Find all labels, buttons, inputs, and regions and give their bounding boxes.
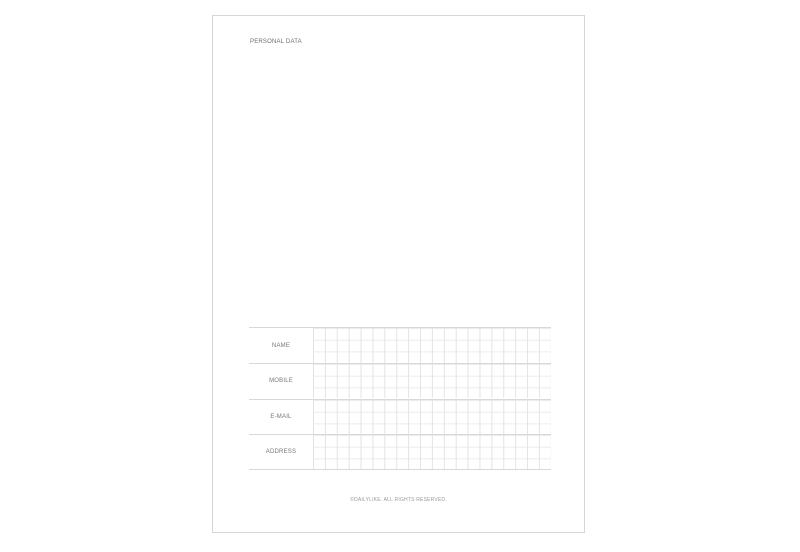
field-label-email: E-MAIL	[270, 414, 292, 420]
form-row-mobile	[249, 363, 551, 398]
form-row-name	[249, 328, 551, 363]
address-writing-grid[interactable]	[313, 435, 551, 469]
form-row-email	[249, 399, 551, 434]
form-row-address	[249, 434, 551, 469]
name-writing-grid[interactable]	[313, 328, 551, 363]
email-writing-grid[interactable]	[313, 400, 551, 434]
page-title: PERSONAL DATA	[250, 39, 302, 45]
field-label-mobile: MOBILE	[269, 378, 293, 384]
field-label-address: ADDRESS	[265, 449, 297, 455]
personal-data-page	[212, 15, 585, 533]
personal-data-form	[249, 327, 551, 470]
mobile-writing-grid[interactable]	[313, 364, 551, 398]
field-label-name: NAME	[271, 342, 291, 349]
copyright-footer: ©DAILYLIKE. ALL RIGHTS RESERVED.	[350, 497, 447, 503]
